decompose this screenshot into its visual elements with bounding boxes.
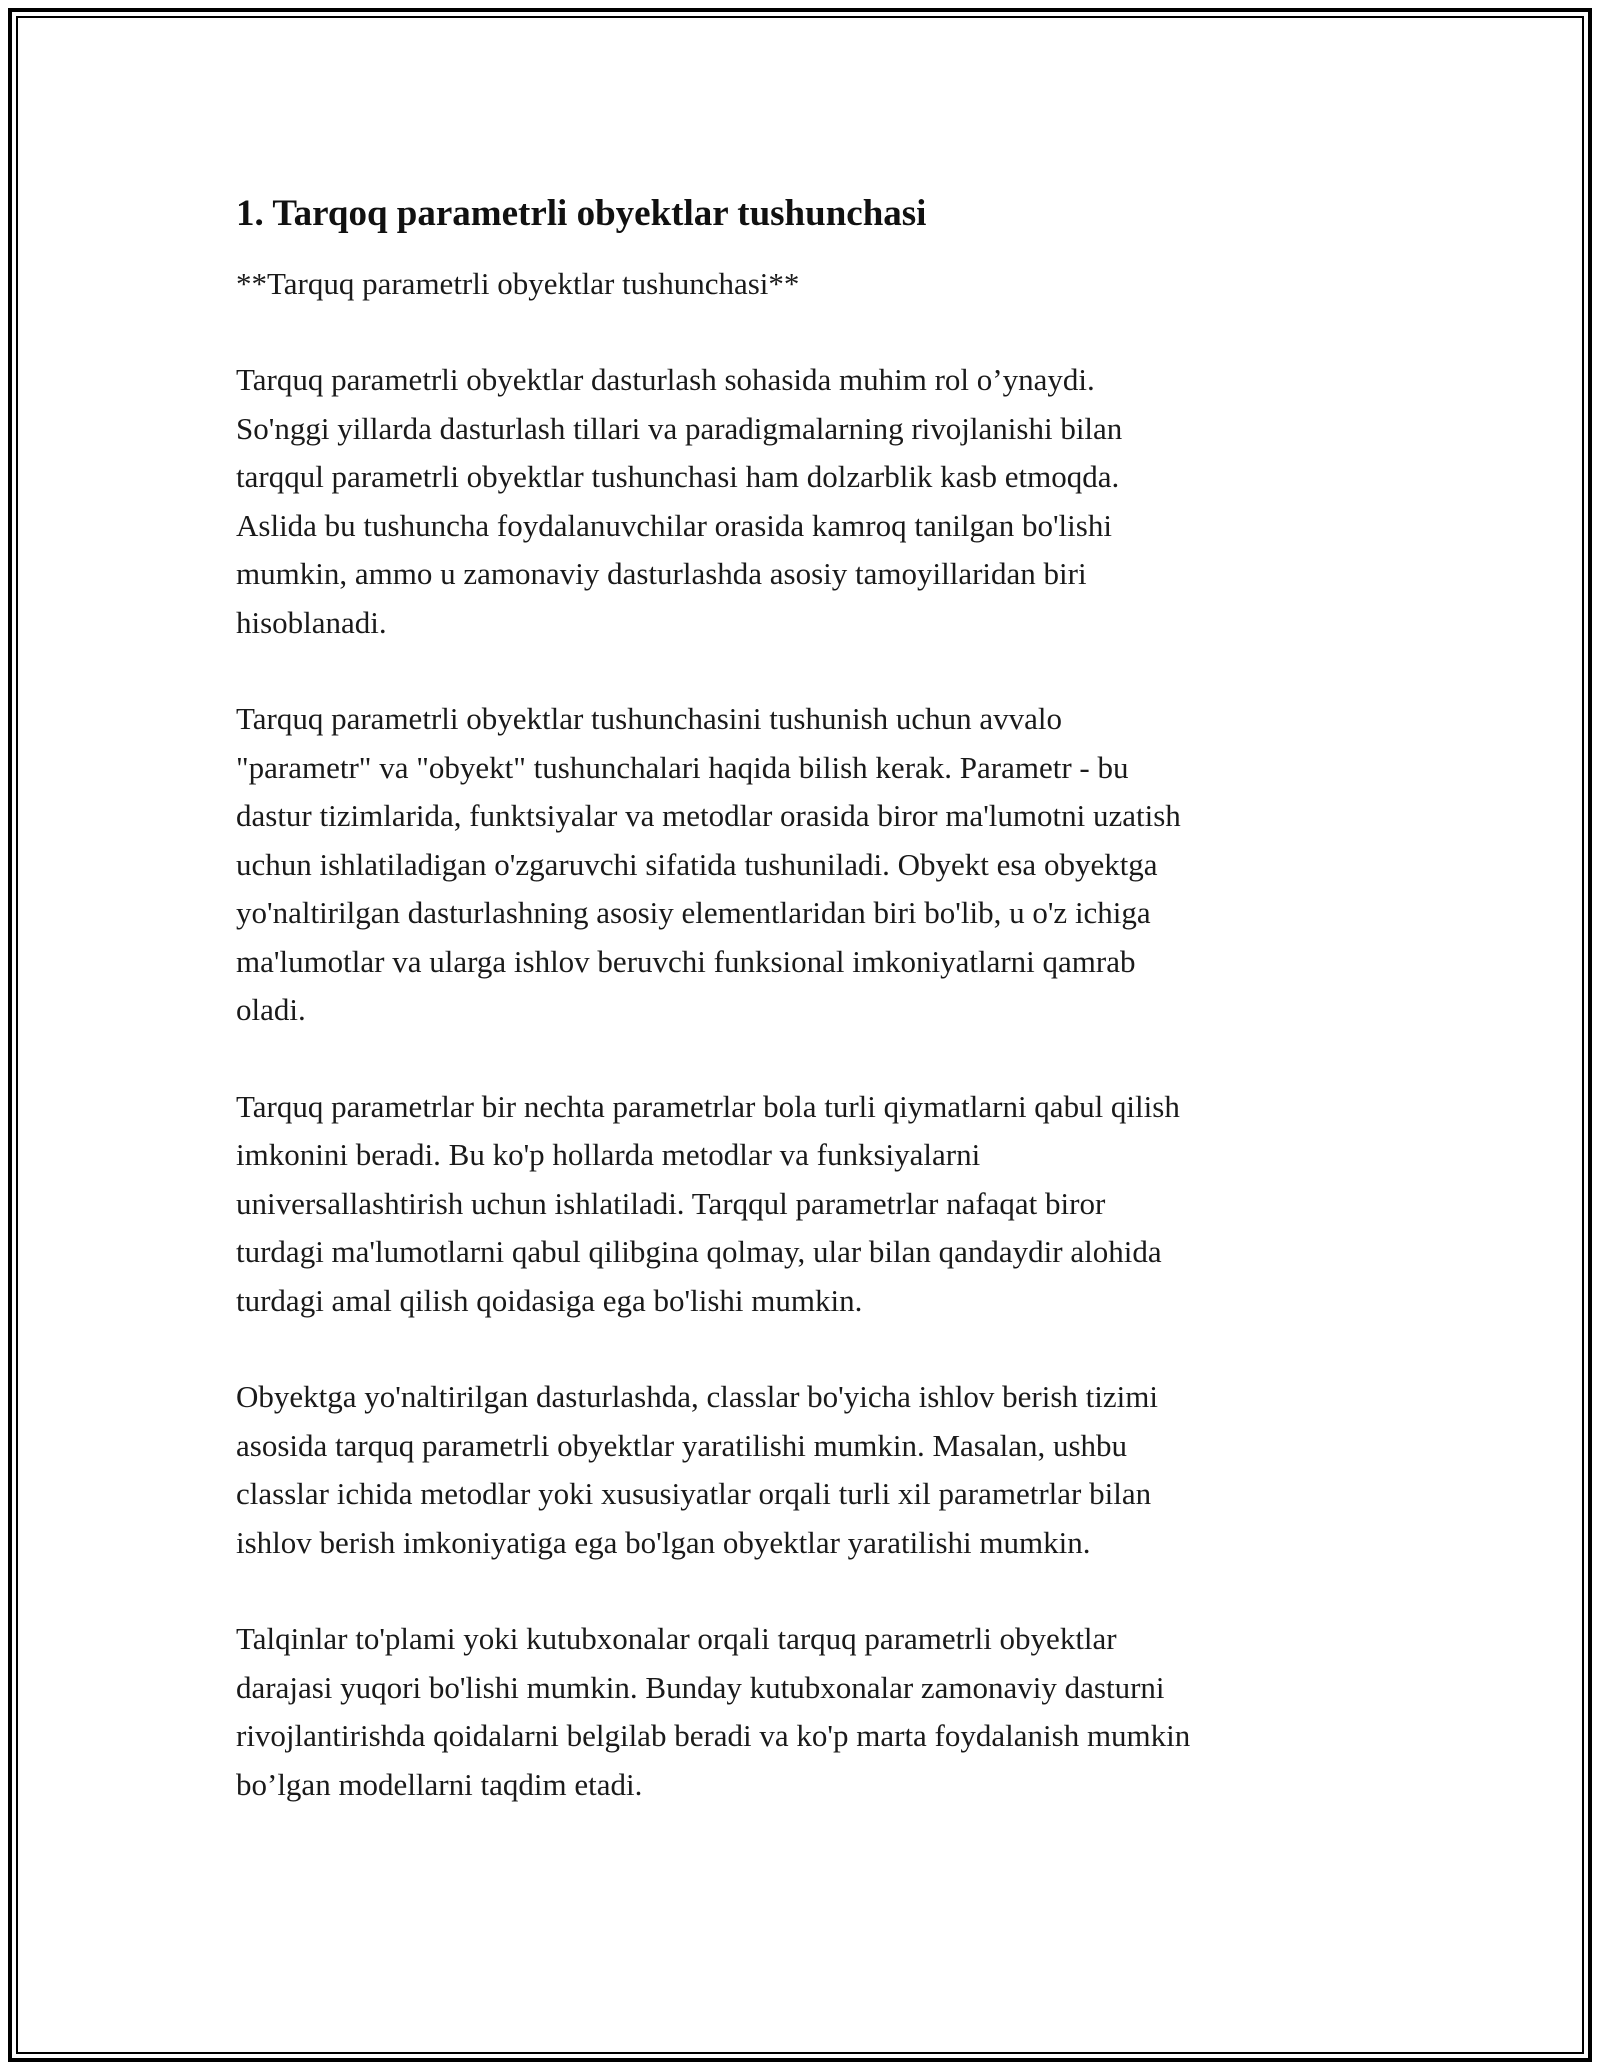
text-line: Talqinlar to'plami yoki kutubxonalar orqali tarquq parametrli obyektlar: [236, 1621, 1117, 1656]
text-line: So'nggi yillarda dasturlash tillari va paradigmalarning rivojlanishi bilan: [236, 410, 1123, 446]
text-line: turdagi ma'lumotlarni qabul qilibgina qolmay, ular bilan qandaydir alohida: [236, 1234, 1162, 1269]
text-line: asosida tarquq parametrli obyektlar yaratilishi mumkin. Masalan, ushbu: [236, 1427, 1128, 1463]
document-body: [236, 190, 1376, 1809]
text-line: Tarquq parametrli obyektlar tushunchasini tushunish uchun avvalo: [236, 701, 1063, 736]
text-line: uchun ishlatiladigan o'zgaruvchi sifatida tushuniladi. Obyekt esa obyektga: [236, 846, 1158, 882]
text-line: dastur tizimlarida, funktsiyalar va metodlar orasida biror ma'lumotni uzatish: [236, 798, 1181, 833]
text-line: mumkin, ammo u zamonaviy dasturlashda asosiy tamoyillaridan biri: [236, 556, 1087, 591]
text-line: "parametr" va "obyekt" tushunchalari haqida bilish kerak. Parametr - bu: [236, 749, 1129, 785]
text-line: imkonini beradi. Bu ko'p hollarda metodlar va funksiyalarni: [236, 1137, 981, 1172]
section-heading: 1. Tarqoq parametrli obyektlar tushunchasi: [236, 193, 927, 234]
text-line: hisoblanadi.: [236, 604, 387, 640]
text-line: ma'lumotlar va ularga ishlov beruvchi funksional imkoniyatlarni qamrab: [236, 943, 1136, 979]
text-line: darajasi yuqori bo'lishi mumkin. Bunday kutubxonalar zamonaviy dasturni: [236, 1669, 1165, 1705]
text-line: oladi.: [236, 992, 306, 1027]
text-line: Tarquq parametrli obyektlar dasturlash sohasida muhim rol o’ynaydi.: [236, 362, 1095, 397]
text-line: Tarquq parametrlar bir nechta parametrlar bola turli qiymatlarni qabul qilish: [236, 1088, 1180, 1124]
text-line: turdagi amal qilish qoidasiga ega bo'lishi mumkin.: [236, 1282, 863, 1318]
paragraph-1: [236, 356, 1376, 647]
text-line: classlar ichida metodlar yoki xususiyatlar orqali turli xil parametrlar bilan: [236, 1476, 1152, 1511]
text-line: Obyektga yo'naltirilgan dasturlashda, classlar bo'yicha ishlov berish tizimi: [236, 1379, 1159, 1414]
text-line: tarqqul parametrli obyektlar tushunchasi ham dolzarblik kasb etmoqda.: [236, 459, 1120, 494]
section-subheading: **Tarquq parametrli obyektlar tushunchasi**: [236, 266, 800, 301]
text-line: ishlov berish imkoniyatiga ega bo'lgan obyektlar yaratilishi mumkin.: [236, 1524, 1091, 1560]
paragraph-3: [236, 1083, 1376, 1326]
paragraph-2: [236, 695, 1376, 1035]
paragraph-4: [236, 1373, 1376, 1567]
text-line: yo'naltirilgan dasturlashning asosiy elementlaridan biri bo'lib, u o'z ichiga: [236, 895, 1151, 930]
text-line: bo’lgan modellarni taqdim etadi.: [236, 1766, 643, 1802]
paragraph-5: [236, 1615, 1376, 1809]
text-line: Aslida bu tushuncha foydalanuvchilar orasida kamroq tanilgan bo'lishi: [236, 507, 1112, 543]
text-line: universallashtirish uchun ishlatiladi. Tarqqul parametrlar nafaqat biror: [236, 1185, 1106, 1221]
text-line: rivojlantirishda qoidalarni belgilab beradi va ko'p marta foydalanish mumkin: [236, 1718, 1191, 1753]
